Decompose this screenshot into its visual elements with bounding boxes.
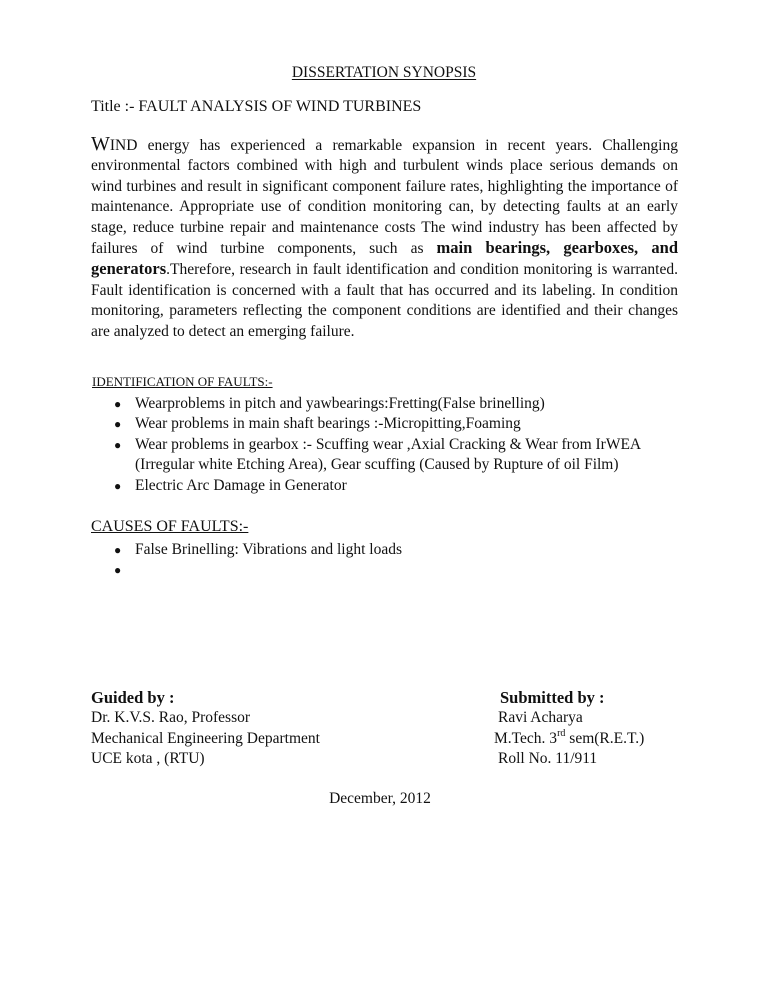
intro-bold-components: main bearings, gearboxes, and generators bbox=[91, 238, 678, 279]
guided-by-block bbox=[91, 688, 320, 770]
submitted-by-label: Submitted by : bbox=[500, 688, 605, 707]
list-item: ● False Brinelling: Vibrations and light loads bbox=[91, 540, 681, 560]
bullet-icon: ● bbox=[114, 543, 122, 557]
list-item: ● Electric Arc Damage in Generator bbox=[91, 476, 681, 496]
guide-institution: UCE kota , (RTU) bbox=[91, 750, 205, 768]
bullet-icon: ● bbox=[114, 417, 122, 432]
submitted-by-block bbox=[494, 688, 644, 770]
bullet-icon: ● bbox=[114, 563, 122, 578]
guide-name: Dr. K.V.S. Rao, Professor bbox=[91, 709, 251, 727]
bullet-icon: ● bbox=[114, 478, 122, 493]
student-course: M.Tech. 3rd sem(R.E.T.) bbox=[494, 727, 645, 747]
intro-text-part2: .Therefore, research in fault identification and condition monitoring is warranted. Fault identification is concerned with a fault that has occurred and its labeling. In condition monitoring, parameters reflecting the component conditions are identified and their changes are analyzed to detect an emerging failure. bbox=[91, 261, 678, 340]
student-roll-number: Roll No. 11/911 bbox=[498, 750, 598, 768]
intro-dropcap: W bbox=[91, 133, 110, 155]
identification-heading: IDENTIFICATION OF FAULTS:- bbox=[92, 374, 273, 389]
causes-heading: CAUSES OF FAULTS:- bbox=[91, 518, 249, 535]
bullet-icon: ● bbox=[114, 397, 122, 411]
list-item bbox=[91, 560, 681, 580]
list-item: ● Wear problems in gearbox :- Scuffing wear ,Axial Cracking & Wear from IrWEA (Irregular white Etching Area), Gear scuffing (Caused by Rupture of oil Film) bbox=[114, 435, 641, 474]
document-date: December, 2012 bbox=[329, 790, 431, 807]
document-title: Title :- FAULT ANALYSIS OF WIND TURBINES bbox=[91, 98, 422, 115]
guide-department: Mechanical Engineering Department bbox=[91, 729, 320, 747]
intro-text-part1: IND energy has experienced a remarkable expansion in recent years. Challenging environmental factors combined with high and turbulent winds place serious demands on wind turbines and result in significant component failure rates, highlighting the importance of maintenance. Appropriate use of condition monitoring can, by detecting faults at an early stage, reduce turbine repair and maintenance costs The wind industry has been affected by failures of wind turbine components, such as bbox=[91, 137, 678, 258]
causes-list bbox=[91, 540, 681, 581]
list-item: ● Wear problems in main shaft bearings :-Micropitting,Foaming bbox=[91, 414, 681, 434]
document-heading: DISSERTATION SYNOPSIS bbox=[291, 64, 477, 81]
intro-paragraph bbox=[91, 134, 678, 342]
bullet-icon: ● bbox=[114, 437, 122, 452]
list-item: ● Wearproblems in pitch and yawbearings:Fretting(False brinelling) bbox=[91, 394, 681, 414]
identification-list bbox=[91, 394, 681, 496]
guided-by-label: Guided by : bbox=[91, 688, 175, 707]
student-name: Ravi Acharya bbox=[498, 709, 583, 727]
